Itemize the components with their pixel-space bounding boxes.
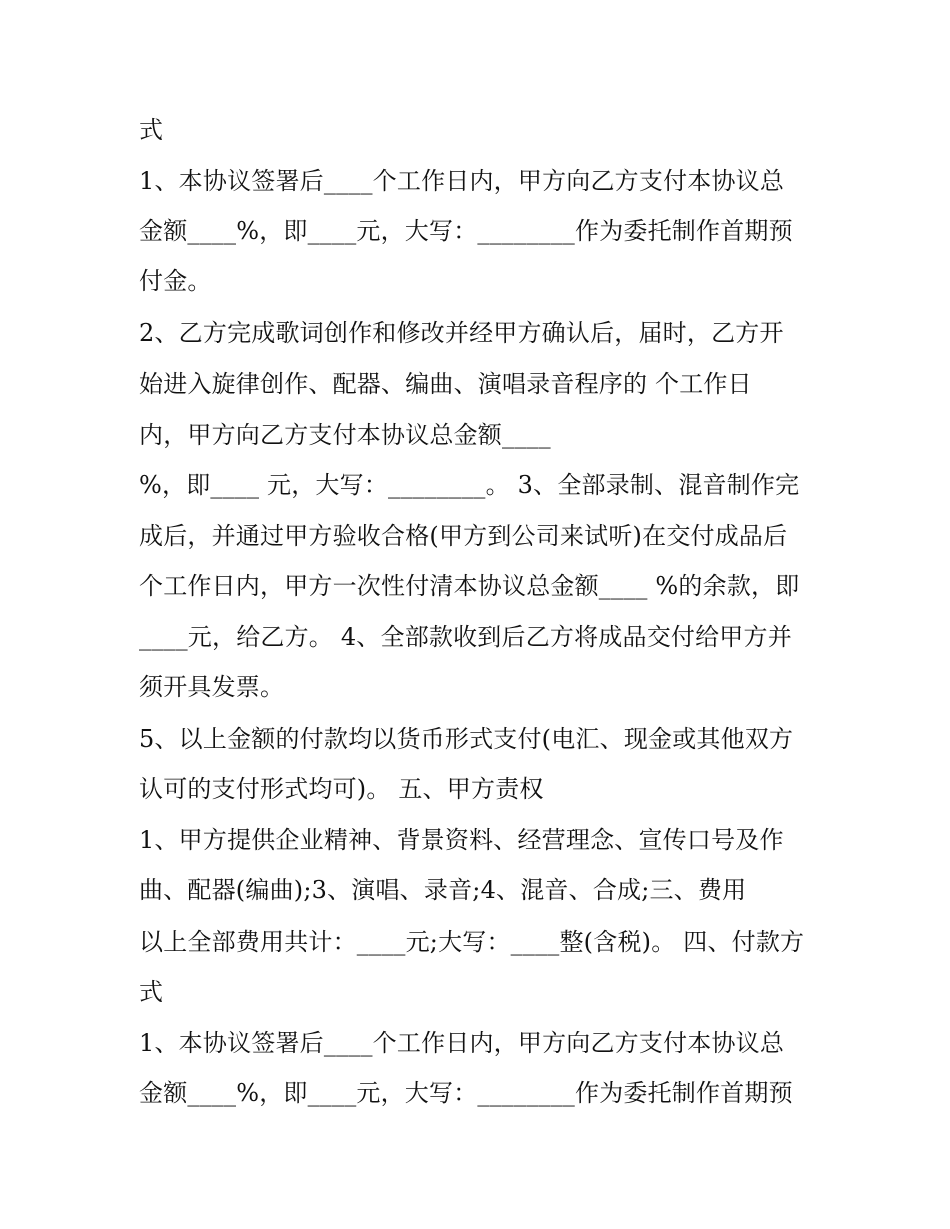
text-line: 个工作日内，甲方一次性付清本协议总金额____ %的余款，即 <box>139 572 800 600</box>
text-line: 5、以上金额的付款均以货币形式支付(电汇、现金或其他双方 <box>139 725 794 753</box>
text-line: 须开具发票。 <box>139 673 285 701</box>
text-line: 式 <box>139 116 164 144</box>
text-line: 1、本协议签署后____个工作日内，甲方向乙方支付本协议总 <box>139 1029 785 1057</box>
text-line: 金额____%，即____元，大写：________作为委托制作首期预 <box>139 217 793 245</box>
text-line: 认可的支付形式均可)。 五、甲方责权 <box>139 775 544 803</box>
text-line: 金额____%，即____元，大写：________作为委托制作首期预 <box>139 1079 793 1107</box>
text-line: 1、甲方提供企业精神、背景资料、经营理念、宣传口号及作 <box>139 826 784 854</box>
text-line: 始进入旋律创作、配器、编曲、演唱录音程序的 个工作日 <box>139 370 752 398</box>
text-line: 1、本协议签署后____个工作日内，甲方向乙方支付本协议总 <box>139 167 785 195</box>
text-line: 付金。 <box>139 267 212 295</box>
text-line: 2、乙方完成歌词创作和修改并经甲方确认后，届时，乙方开 <box>139 319 784 347</box>
text-line: 内，甲方向乙方支付本协议总金额____ <box>139 421 551 449</box>
text-line: 曲、配器(编曲);3、演唱、录音;4、混音、合成;三、费用 <box>139 876 747 904</box>
text-line: 成后，并通过甲方验收合格(甲方到公司来试听)在交付成品后 <box>139 522 788 550</box>
text-line: %，即____ 元，大写：________。 3、全部录制、混音制作完 <box>139 471 800 499</box>
text-line: 以上全部费用共计：____元;大写：____整(含税)。 四、付款方 <box>139 928 805 956</box>
text-line: ____元，给乙方。 4、全部款收到后乙方将成品交付给甲方并 <box>139 623 792 651</box>
text-line: 式 <box>139 978 164 1006</box>
